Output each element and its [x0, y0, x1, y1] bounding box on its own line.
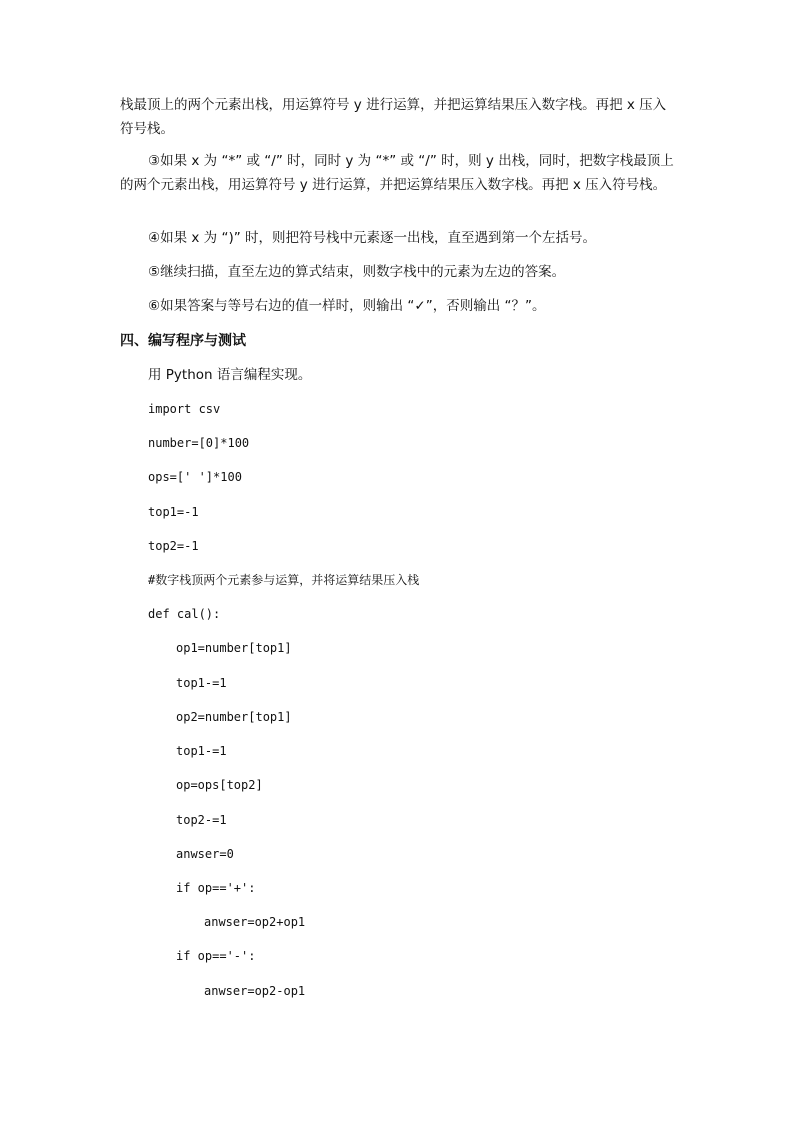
code-line: anwser=0 — [176, 847, 234, 861]
code-line: top2=-1 — [148, 539, 199, 553]
section-heading: 四、编写程序与测试 — [120, 333, 246, 349]
code-line: op1=number[top1] — [176, 641, 292, 655]
code-line: number=[0]*100 — [148, 436, 250, 450]
code-comment-line: #数字栈顶两个元素参与运算，并将运算结果压入栈 — [148, 573, 420, 587]
paragraph-step-6: ⑥如果答案与等号右边的值一样时，则输出 “✓”，否则输出 “？”。 — [148, 298, 546, 314]
code-line: top1=-1 — [148, 505, 199, 519]
intro-text: 用 Python 语言编程实现。 — [148, 367, 312, 383]
code-line: if op=='+': — [176, 881, 256, 895]
code-line: top2-=1 — [176, 813, 227, 827]
paragraph-step-4: ④如果 x 为 “)” 时，则把符号栈中元素逐一出栈，直至遇到第一个左括号。 — [148, 230, 597, 246]
code-line: anwser=op2-op1 — [204, 984, 306, 998]
code-line: import csv — [148, 402, 221, 416]
code-line: top1-=1 — [176, 744, 227, 758]
code-line: top1-=1 — [176, 676, 227, 690]
paragraph-step-3: ③如果 x 为 “*” 或 “/” 时，同时 y 为 “*” 或 “/” 时，则 y 出栈，同时，把数字栈最顶上的两个元素出栈，用运算符号 y 进行运算，并把运算结果压入数字栈。再把 x 压入符号栈。 — [120, 153, 674, 193]
code-line: op2=number[top1] — [176, 710, 292, 724]
code-line: if op=='-': — [176, 949, 256, 963]
code-line: ops=[' ']*100 — [148, 470, 242, 484]
paragraph-stack-pop-continued: 栈最顶上的两个元素出栈，用运算符号 y 进行运算，并把运算结果压入数字栈。再把 x 压入符号栈。 — [120, 97, 667, 137]
code-line: op=ops[top2] — [176, 778, 263, 792]
paragraph-step-5: ⑤继续扫描，直至左边的算式结束，则数字栈中的元素为左边的答案。 — [148, 264, 566, 280]
code-line: anwser=op2+op1 — [204, 915, 306, 929]
code-line: def cal(): — [148, 607, 221, 621]
